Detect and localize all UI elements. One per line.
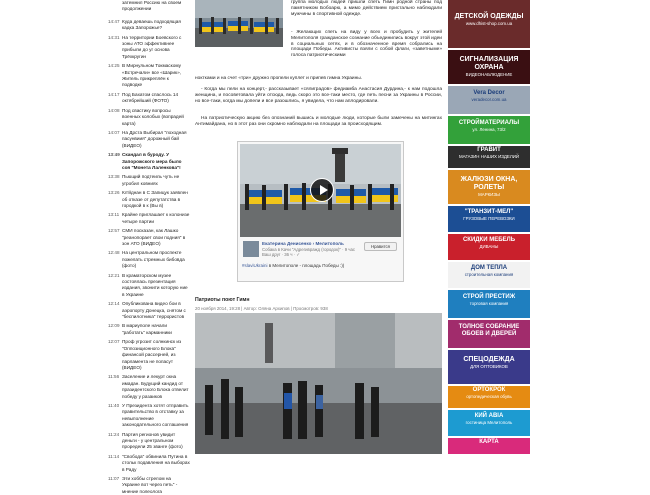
news-title-link[interactable]: Кл'йднан в С Запицук заявлен об отказе от депутатства в городкой в к (Вы в): [122, 190, 188, 208]
news-item[interactable]: [108, 403, 190, 429]
news-title-link[interactable]: На центральном проспекте пожелать стремных бибовда (фото): [122, 250, 185, 269]
news-time: 13:49: [108, 152, 120, 158]
ad-banner[interactable]: [448, 86, 530, 114]
bottom-photo: [195, 313, 442, 454]
news-title-link[interactable]: На территории Боевского с зоны АТО эффективнее прибыли до уг основа Трёхкругин: [122, 34, 182, 59]
news-item[interactable]: [108, 228, 190, 247]
news-feed-column: [108, 0, 190, 494]
news-item[interactable]: [108, 63, 190, 89]
ad-subtitle: МАГАЗИН НАШИХ ИЗДЕЛИЙ: [458, 154, 520, 159]
play-button[interactable]: [310, 178, 334, 202]
ad-banner[interactable]: [448, 290, 530, 318]
news-title-link[interactable]: Скандал в буроду. У Запорожского мера было соя "Монета Лаленкова"!: [122, 152, 182, 170]
article-paragraph-2: - Желающих спеть на виду у всех и пробудить у жителей Мелитополя гражданское сознание объединились вокруг этой идеи в социальных сетях, и в обозначенное время собрались на площади Победы. Активисты взяли с собой флаги, «заветныме» голоса патриотическими: [291, 30, 442, 59]
news-item[interactable]: [108, 130, 190, 149]
news-time: 12:48: [108, 250, 120, 256]
news-item[interactable]: [108, 174, 190, 187]
ad-title: "ТРАНЗИТ-МЕЛ": [464, 209, 514, 215]
ad-subtitle: строительная компания: [464, 272, 514, 277]
news-time: 14:31: [108, 34, 120, 40]
news-time: 14:25: [108, 63, 120, 69]
ad-subtitle: ГРУЗОВЫЕ ПЕРЕВОЗКИ: [463, 216, 515, 221]
section-meta: 20 ноября 2014, 19:28 | Автор: Оляна Архипов | Просмотров: 938: [195, 306, 328, 311]
ad-title: СТРОЙМАТЕРИАЛЫ: [458, 120, 520, 126]
ad-title: СПЕЦОДЕЖДА: [463, 356, 515, 363]
post-author[interactable]: Екатерина Денисенко › Мелитополь: [262, 241, 344, 246]
article-paragraph-3: ноктками и на счет «три» дружно пропели куплет и припев гимна Украины.: [195, 76, 363, 81]
news-item[interactable]: [108, 301, 190, 320]
ad-subtitle: ул. Ленина, 73/2: [472, 127, 506, 132]
top-photo-image: [195, 0, 283, 47]
news-time: 12:21: [108, 272, 120, 278]
post-subtitle-2: Ваш друг · 36 ч · ✓: [262, 252, 300, 257]
news-title-link[interactable]: Крайне приглашает к колонизе четыре партии: [122, 212, 190, 224]
ad-title: ДОМ ТЕПЛА: [470, 265, 508, 271]
news-title-link[interactable]: Проф угрозит солнкинск из "Оппозиционного Блока" финансой рассерней, из парламента не попасут (ВИДЕО): [122, 339, 182, 370]
ad-banner[interactable]: [448, 206, 530, 232]
news-title-link[interactable]: В краматорском музее состоялась презентация издания, звонити которую ние в Украине: [122, 272, 188, 297]
ad-title: СТРОЙ ПРЕСТИЖ: [462, 294, 516, 300]
news-title-link[interactable]: СМИ посказан, как Лашко "реанопорает свои подния" в зон АТО (ВИДЕО): [122, 228, 186, 246]
caption-text: в Мелитополе - площадь Победы :)): [268, 263, 345, 268]
ad-banner[interactable]: [448, 116, 530, 144]
ad-banner[interactable]: [448, 146, 530, 168]
ad-subtitle: ВИДЕОНАБЛЮДЕНИЕ: [465, 72, 513, 77]
news-title-link[interactable]: На Дрста Выбирал "походная пасунвиия" дорожный бай (ВИДЕО): [122, 129, 187, 148]
news-time: 14:47: [108, 18, 120, 24]
news-title-link[interactable]: В Мирнульном Токмаскому «Встречали» все «Шарик», Житель прикреплён к подводке: [122, 63, 181, 88]
news-title-link[interactable]: "Свобода" обвинила Путина в стольк подавления на выборах в Раду: [122, 453, 190, 472]
news-time: 14:07: [108, 129, 120, 135]
news-time: 12:14: [108, 301, 120, 307]
news-item[interactable]: [108, 323, 190, 336]
ad-subtitle: veradecor.com.ua: [471, 97, 507, 102]
news-item[interactable]: [108, 19, 190, 32]
news-title-link[interactable]: Эти хоббы стрелом на Украине вот через петь" - мнение полеолога: [122, 476, 178, 494]
ad-title: ТОЛНОЕ СОБРАНИЕ ОБОЕВ И ДВЕРЕЙ: [458, 324, 520, 337]
news-title-link[interactable]: Под свастику вопросы военных колобых (вопрадей карта): [122, 107, 184, 126]
section-title[interactable]: Патриоты поют Гимн: [195, 297, 250, 303]
ad-subtitle: торговая компания: [469, 301, 509, 306]
news-title-link[interactable]: Куда деваешь подходящая кадка Запорожье?: [122, 18, 181, 31]
ad-subtitle: ортопедическая обувь: [466, 394, 512, 399]
news-title-link[interactable]: У Президента хотят отправить правительство в отставку за невыполнение законодательного соглашения: [122, 402, 189, 428]
news-item[interactable]: [108, 273, 190, 299]
news-time: 11:56: [108, 374, 120, 380]
ad-subtitle: гостиница Мелитополь: [465, 420, 513, 425]
ad-banner[interactable]: [448, 262, 530, 288]
news-time: 11:14: [108, 453, 120, 459]
news-item[interactable]: [108, 339, 190, 371]
ad-banner[interactable]: [448, 50, 530, 84]
news-item[interactable]: [108, 432, 190, 451]
ad-title: КАРТА: [479, 439, 499, 445]
news-title-link[interactable]: В мариуполе начали "работать" карманники: [122, 323, 172, 335]
ad-title: ДЕТСКОЙ ОДЕЖДЫ: [454, 13, 524, 20]
avatar[interactable]: [243, 241, 259, 257]
ad-banner[interactable]: [448, 234, 530, 260]
news-time: 13:11: [108, 212, 120, 218]
ad-title: ГРАВИТ: [477, 147, 501, 153]
like-button[interactable]: Нравится: [364, 242, 397, 251]
news-time: 13:26: [108, 190, 120, 196]
news-item[interactable]: [108, 108, 190, 127]
video-embed[interactable]: [237, 141, 404, 282]
news-title-link[interactable]: Пьющий подтеиль чуть не угробил ковниях: [122, 174, 180, 186]
news-item[interactable]: [108, 152, 190, 171]
news-item[interactable]: [108, 212, 190, 225]
news-time: 14:08: [108, 107, 120, 113]
ad-subtitle: МАРКИЗЫ: [478, 192, 500, 197]
ad-banner[interactable]: [448, 170, 530, 204]
ad-title: ОРТОКРОК: [472, 387, 506, 393]
news-time: 12:07: [108, 339, 120, 345]
top-photo: [195, 0, 283, 47]
ad-subtitle: ДИВАНЫ: [479, 244, 499, 249]
news-title-link[interactable]: Заселение и лекурт окна имадан. Будущий кандид от празидентского Блока отвелит победу у разаиков: [122, 374, 189, 399]
news-item[interactable]: [108, 454, 190, 473]
news-time: 11:24: [108, 431, 120, 437]
news-item[interactable]: [108, 476, 190, 495]
ad-title: ЖАЛЮЗИ ОКНА, РОЛЕТЫ: [460, 176, 518, 191]
news-title-link[interactable]: Под Бахатом спаслось 14 октябрейший (ФОТО): [122, 91, 179, 104]
article-body: [195, 0, 442, 454]
news-title-link[interactable]: Партия регионов увидит деньги - у центральном проредели 25 званге (фото): [122, 431, 183, 450]
news-item[interactable]: [108, 374, 190, 400]
news-title-link[interactable]: Опубликована видео бои в аэропорту Донецка, снятом с "беспилотника" террористов: [122, 301, 186, 320]
bottom-photo-image: [195, 313, 442, 454]
news-item[interactable]: [108, 35, 190, 61]
ad-subtitle: ДЛЯ ОПТОВИКОВ: [470, 364, 508, 369]
news-item[interactable]: [108, 92, 190, 105]
news-item[interactable]: [108, 0, 190, 13]
news-time: 13:38: [108, 174, 120, 180]
news-item[interactable]: [108, 250, 190, 269]
ad-title: КИЙ АВІА: [474, 413, 504, 419]
ad-banner[interactable]: [448, 438, 530, 454]
ad-banner[interactable]: [448, 320, 530, 348]
ad-title: СИГНАЛИЗАЦИЯ ОХРАНА: [459, 56, 519, 71]
ad-banner[interactable]: [448, 350, 530, 384]
news-time: 11:07: [108, 476, 120, 481]
news-time: 12:09: [108, 323, 120, 329]
article-paragraph-1: группа молодых людей пришли спеть Гимн родной страны под памятником Бобоарю, а мимо действием пристально наблюдали мужчины в спортивной одежде.: [291, 0, 442, 17]
news-item[interactable]: [108, 190, 190, 209]
ad-banner[interactable]: [448, 410, 530, 436]
post-subtitle: Собака в Качи "Адрегивражд (городок)" · 9 час: [262, 247, 356, 252]
ad-banner[interactable]: [448, 386, 530, 408]
article-paragraph-5: На патриотическую акцию без опознаний вышись и молодые люди, которые были замечены на митингах Антимайдана, но в этот раз они скромно наблюдали на площади за происходящим.: [195, 116, 442, 127]
hashtag-link[interactable]: #slaviUkraini: [242, 263, 268, 268]
right-banners-column: [448, 0, 530, 454]
ad-title: Vera Decor: [473, 90, 505, 96]
news-time: 12:57: [108, 228, 120, 234]
news-time: 11:40: [108, 402, 120, 408]
facebook-post-header: [240, 238, 401, 260]
ad-subtitle: www.dhist-shop.com.ua: [465, 21, 513, 26]
ad-title: СКИДКИ МЕБЕЛЬ: [462, 237, 516, 243]
post-caption: [242, 263, 344, 268]
ad-banner[interactable]: [448, 0, 530, 48]
news-title-link[interactable]: затемнил Россию на своем продолжении: [122, 0, 182, 12]
article-paragraph-4: - Когда мы пели на концерт,- рассказывает «сялиградов» федиамба Анастасия Дурдина,- к нам подошла женщина, и посоветовала уйти отсюда, ведь скоро это все-таки место, где петь песни за Украины в России, но все-таки, когда мы допели и все разошлись, я увидела, что нам аплодировали.: [195, 87, 442, 104]
video-frame[interactable]: [240, 144, 401, 237]
news-time: 14:17: [108, 91, 120, 97]
